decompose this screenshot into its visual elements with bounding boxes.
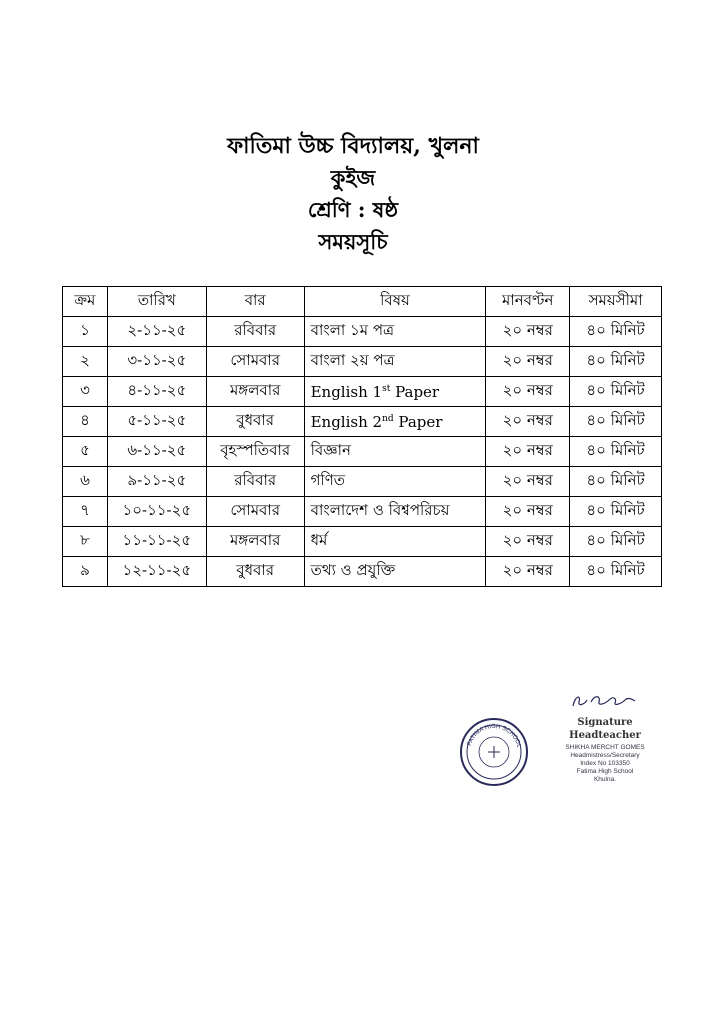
serial-cell: ৮ [63,527,108,557]
date-cell: ২-১১-২৫ [107,317,206,347]
day-cell: রবিবার [206,467,304,497]
school-seal-stamp [458,716,530,788]
subject-cell: বাংলা ১ম পত্র [304,317,486,347]
date-cell: ৯-১১-২৫ [107,467,206,497]
ordinal-suffix: st [382,383,391,394]
table-row [63,407,662,437]
marks-cell: ২০ নম্বর [486,557,570,587]
serial-cell: ৯ [63,557,108,587]
subject-text-tail: Paper [393,412,443,431]
subject-cell [304,377,486,407]
serial-cell: ২ [63,347,108,377]
duration-cell: ৪০ মিনিট [570,347,662,377]
duration-cell: ৪০ মিনিট [570,497,662,527]
col-header-duration: সময়সীমা [570,287,662,317]
date-cell: ১২-১১-২৫ [107,557,206,587]
handwritten-signature [565,688,645,712]
table-row [63,467,662,497]
subject-text: English 2 [310,412,383,431]
stamp-line: Index No 103350 [580,760,630,767]
duration-cell: ৪০ মিনিট [570,407,662,437]
stamp-line: Khulna. [593,776,617,783]
ordinal-suffix: nd [382,413,394,424]
col-header-marks: মানবণ্টন [486,287,570,317]
marks-cell: ২০ নম্বর [486,497,570,527]
duration-cell: ৪০ মিনিট [570,317,662,347]
marks-cell: ২০ নম্বর [486,317,570,347]
schedule-title: সময়সূচি [318,229,388,254]
subject-cell: বাংলা ২য় পত্র [304,347,486,377]
class-line: শ্রেণি : ষষ্ঠ [307,197,399,222]
duration-cell: ৪০ মিনিট [570,437,662,467]
col-header-date: তারিখ [107,287,206,317]
stamp-line: Fatima High School [576,768,634,775]
subject-cell: বাংলাদেশ ও বিশ্বপরিচয় [304,497,486,527]
date-cell: ৫-১১-২৫ [107,407,206,437]
signature-label: Signature [577,717,633,728]
subject-text: English 1 [310,382,383,401]
table-header-row [63,287,662,317]
table-row [63,377,662,407]
document-header [0,130,706,258]
serial-cell: ১ [63,317,108,347]
col-header-day: বার [206,287,304,317]
school-name: ফাতিমা উচ্চ বিদ্যালয়, খুলনা [227,133,479,159]
date-cell: ৬-১১-২৫ [107,437,206,467]
table-row [63,317,662,347]
duration-cell: ৪০ মিনিট [570,467,662,497]
table-row [63,557,662,587]
subject-cell: গণিত [304,467,486,497]
seal-text: FATIMA HIGH SCHOOL [466,723,522,749]
day-cell: মঙ্গলবার [206,377,304,407]
date-cell: ৩-১১-২৫ [107,347,206,377]
exam-title: কুইজ [330,165,376,190]
headteacher-label: Headteacher [569,730,641,741]
subject-text-tail: Paper [390,382,440,401]
marks-cell: ২০ নম্বর [486,527,570,557]
col-header-subject: বিষয় [304,287,486,317]
date-cell: ১০-১১-২৫ [107,497,206,527]
day-cell: সোমবার [206,347,304,377]
serial-cell: ৫ [63,437,108,467]
marks-cell: ২০ নম্বর [486,467,570,497]
table-row [63,437,662,467]
subject-cell [304,407,486,437]
day-cell: বুধবার [206,407,304,437]
date-cell: ১১-১১-২৫ [107,527,206,557]
table-row [63,527,662,557]
stamp-line: SHIKHA MERCHT GOMES [565,744,645,751]
marks-cell: ২০ নম্বর [486,437,570,467]
stamp-line: Headmistress/Secretary [570,752,640,759]
date-cell: ৪-১১-২৫ [107,377,206,407]
table-row [63,497,662,527]
day-cell: বৃহস্পতিবার [206,437,304,467]
duration-cell: ৪০ মিনিট [570,527,662,557]
marks-cell: ২০ নম্বর [486,377,570,407]
duration-cell: ৪০ মিনিট [570,377,662,407]
signature-block [550,688,660,784]
subject-cell: ধর্ম [304,527,486,557]
marks-cell: ২০ নম্বর [486,407,570,437]
day-cell: সোমবার [206,497,304,527]
subject-cell: তথ্য ও প্রযুক্তি [304,557,486,587]
day-cell: বুধবার [206,557,304,587]
serial-cell: ৭ [63,497,108,527]
serial-cell: ৪ [63,407,108,437]
subject-cell: বিজ্ঞান [304,437,486,467]
marks-cell: ২০ নম্বর [486,347,570,377]
table-row [63,347,662,377]
day-cell: রবিবার [206,317,304,347]
day-cell: মঙ্গলবার [206,527,304,557]
serial-cell: ৬ [63,467,108,497]
schedule-table [62,286,662,587]
col-header-serial: ক্রম [63,287,108,317]
headteacher-stamp [550,744,660,784]
serial-cell: ৩ [63,377,108,407]
duration-cell: ৪০ মিনিট [570,557,662,587]
svg-text:FATIMA HIGH SCHOOL [467,724,522,749]
